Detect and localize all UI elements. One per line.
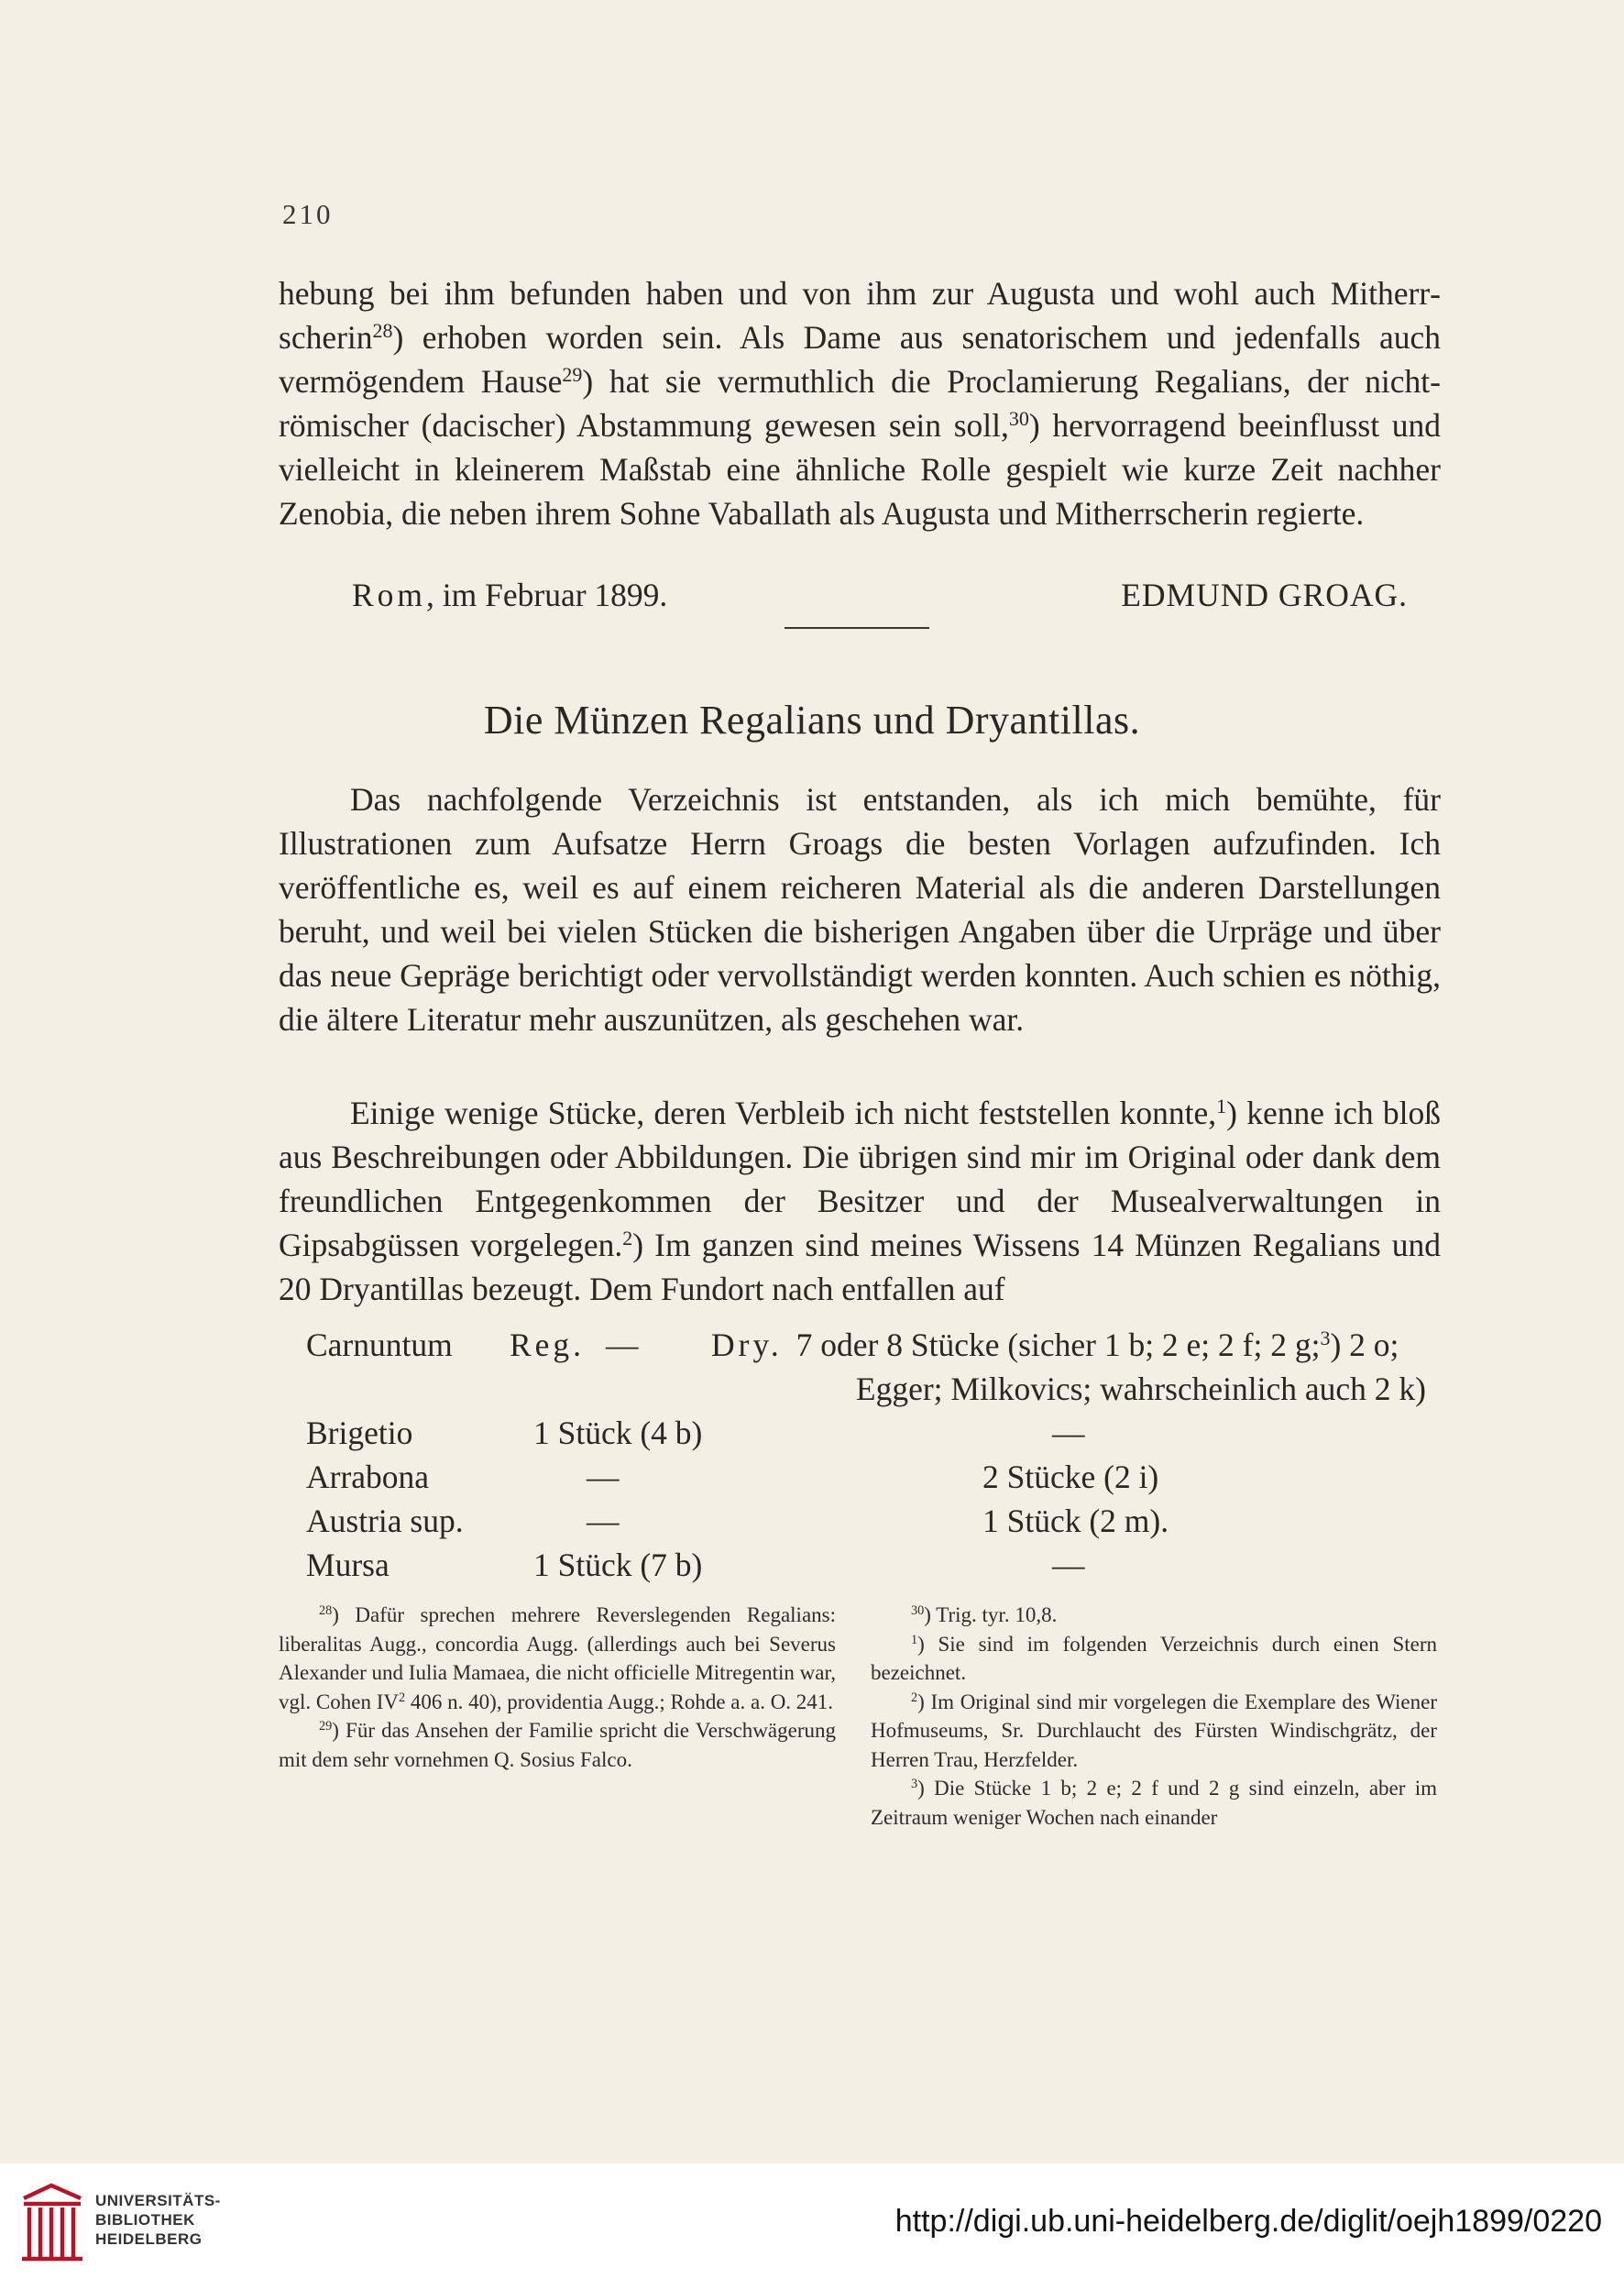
signature-place-date: Rom, im Februar 1899.: [352, 577, 668, 613]
paragraph-2: Einige wenige Stücke, deren Verbleib ich nicht feststellen konnte,$^1$) kenne ich bloß aus Beschreibungen oder Abbildungen. Die übrigen sind mir im Original oder dank dem freundlichen Entgegenkommen der Besitzer und der Musealverwaltungen in Gipsabgüssen vorgelegen.$^2$) Im ganzen sind meines Wissens 14 Münzen Regalians und 20 Dryantillas bezeugt. Dem Fundort nach entfallen auf: [279, 1094, 1441, 1307]
section-divider: [785, 627, 929, 629]
intro-paragraph: hebung bei ihm befunden haben und von ihm zur Augusta und wohl auch Mitherrscherin$^{28}$) erhoben worden sein. Als Dame aus senatorischem und jedenfalls auch vermögendem Hause$^{29}$) hat sie vermuthlich die Proclamierung Regalians, der nichtrömischer (dacischer) Abstammung gewesen sein soll,$^{30}$) hervorragend beeinflusst und vielleicht in kleinerem Maßstab eine ähnliche Rolle gespielt wie kurze Zeit nachher Zenobia, die neben ihrem Sohne Vaballath als Augusta und Mitherrscherin regierte.: [279, 275, 1441, 532]
dry-value: —: [1052, 1547, 1085, 1583]
dry-label: Dry.: [711, 1327, 783, 1363]
footnote-30: $^{30}$) Trig. tyr. 10,8.: [911, 1603, 1058, 1626]
library-logo-text[interactable]: UNIVERSITÄTS- BIBLIOTHEK HEIDELBERG: [95, 2192, 221, 2248]
paragraph-1: Das nachfolgende Verzeichnis ist entstanden, als ich mich bemühte, für Illustrationen zum Aufsatze Herrn Groags die besten Vorlagen aufzufinden. Ich veröffentliche es, weil es auf einem reicheren Material als die anderen Darstellungen beruht, und weil bei vielen Stücken die bisherigen Angaben über die Urpräge und über das neue Gepräge berichtigt oder vervollständigt werden konnten. Auch schien es nöthig, die ältere Literatur mehr auszunützen, als geschehen war.: [279, 781, 1441, 1038]
footnote-2: $^2$) Im Original sind mir vorgelegen die Exemplare des Wiener Hofmuseums, Sr. Durchlaucht des Fürsten Windischgrätz, der Herren Trau, Herzfelder.: [871, 1690, 1437, 1771]
table-row-mursa: Mursa: [306, 1547, 390, 1583]
footnote-ref-28[interactable]: 28: [372, 318, 393, 342]
reg-value: —: [587, 1503, 620, 1539]
footnote-28: $^{28}$) Dafür sprechen mehrere Reverslegenden Regalians: liberalitas Augg., concordia Augg. (allerdings auch bei Severus Alexander und Iulia Mamaea, die nicht officielle Mitregentin war, vgl. Cohen $IV^2$ 406 n. 40), providentia Augg.; Rohde a. a. O. 241.: [279, 1603, 836, 1713]
dry-value: 2 Stücke (2 i): [982, 1459, 1159, 1495]
footnote-ref-29[interactable]: 29: [562, 362, 583, 386]
library-logo-icon: [16, 2180, 88, 2262]
reg-label: Reg.: [510, 1327, 586, 1363]
footnotes-left-column: [279, 1601, 836, 1774]
dry-column: Dry. 7 oder 8 Stücke (sicher 1 b; 2 e; 2 f; 2 g;$^3$) 2 o;: [711, 1326, 1399, 1363]
permalink-url[interactable]: http://digi.ub.uni-heidelberg.de/diglit/oejh1899/0220: [894, 2204, 1602, 2239]
footnote-ref-2[interactable]: 2: [622, 1226, 633, 1250]
dry-value: 1 Stück (2 m).: [982, 1503, 1169, 1539]
footnotes-right-column: [871, 1601, 1437, 1832]
findspot-place: Carnuntum: [306, 1327, 453, 1363]
footnote-29: $^{29}$) Für das Ansehen der Familie spricht die Verschwägerung mit dem sehr vornehmen Q. Sosius Falco.: [279, 1719, 836, 1771]
footnote-ref-30[interactable]: 30: [1008, 406, 1029, 430]
table-row-brigetio: Brigetio: [306, 1415, 413, 1451]
dry-value: —: [1052, 1415, 1085, 1451]
section-heading: Die Münzen Regalians und Dryantillas.: [483, 698, 1141, 743]
page-number: 210: [282, 198, 334, 230]
table-row-arrabona: Arrabona: [306, 1459, 430, 1495]
footnote-3: $^3$) Die Stücke 1 b; 2 e; 2 f und 2 g sind einzeln, aber im Zeitraum weniger Wochen nach einander: [871, 1777, 1437, 1829]
footnote-1: $^1$) Sie sind im folgenden Verzeichnis durch einen Stern bezeichnet.: [871, 1632, 1437, 1684]
reg-value: —: [587, 1459, 620, 1495]
signature-author: EDMUND GROAG.: [1121, 577, 1408, 613]
reg-value: 1 Stück (4 b): [533, 1415, 703, 1451]
reg-column: Reg. —: [510, 1327, 639, 1363]
reg-value: 1 Stück (7 b): [533, 1547, 703, 1583]
table-row-austria-sup: Austria sup.: [306, 1503, 464, 1539]
footnote-ref-1[interactable]: 1: [1216, 1094, 1227, 1117]
dry-continuation: Egger; Milkovics; wahrscheinlich auch 2 k): [855, 1371, 1426, 1407]
footnote-ref-3[interactable]: 3: [1320, 1326, 1331, 1349]
footer-bar: [0, 2163, 1624, 2279]
table-row-carnuntum: [306, 1326, 453, 1364]
